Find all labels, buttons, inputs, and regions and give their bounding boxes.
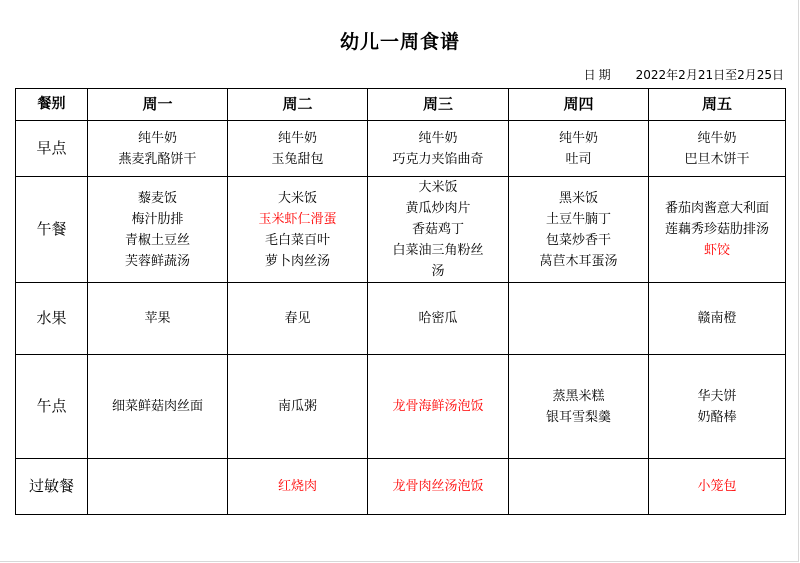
dish-item: 香菇鸡丁 — [411, 222, 464, 237]
cell-afternoon-snack-thu — [509, 355, 649, 459]
row-afternoon-snack — [16, 355, 786, 459]
dish-item: 哈密瓜 — [418, 311, 458, 326]
dish-item: 黄瓜炒肉片 — [405, 201, 471, 216]
header-day-mon: 周一 — [88, 89, 228, 121]
dish-item: 包菜炒香干 — [545, 232, 611, 248]
header-day-thu: 周四 — [509, 89, 649, 121]
cell-lunch-thu — [509, 177, 649, 283]
dish-item: 龙骨肉丝汤泡饭 — [392, 479, 484, 494]
dish-item: 黑米饭 — [558, 190, 598, 206]
dish-item: 小笼包 — [697, 479, 737, 494]
row-breakfast — [16, 121, 786, 177]
cell-allergy-meal-wed — [368, 459, 509, 515]
cell-allergy-meal-tue — [228, 459, 368, 515]
dish-item: 春见 — [284, 311, 311, 326]
page-title: 幼儿一周食谱 — [339, 31, 460, 53]
cell-afternoon-snack-wed — [368, 355, 509, 459]
dish-item: 纯牛奶 — [137, 130, 177, 146]
header-row — [16, 89, 786, 121]
dish-item: 虾饺 — [703, 243, 730, 258]
dish-item: 番茄肉酱意大利面 — [664, 201, 769, 216]
dish-item: 赣南橙 — [697, 311, 737, 326]
header-day-wed: 周三 — [368, 89, 509, 121]
row-label-breakfast: 早点 — [16, 121, 88, 177]
cell-breakfast-wed — [368, 121, 509, 177]
dish-item: 青椒土豆丝 — [124, 232, 190, 248]
dish-item: 银耳雪梨羹 — [545, 409, 611, 425]
menu-body — [16, 121, 786, 515]
cell-breakfast-fri — [649, 121, 786, 177]
header-meal: 餐别 — [16, 89, 88, 121]
dish-item: 纯牛奶 — [277, 130, 317, 146]
dish-item: 毛白菜百叶 — [264, 232, 330, 248]
cell-fruit-fri — [649, 283, 786, 355]
row-allergy-meal — [16, 459, 786, 515]
dish-item: 土豆牛腩丁 — [545, 211, 611, 227]
cell-lunch-tue — [228, 177, 368, 283]
dish-item: 芙蓉鲜蔬汤 — [124, 253, 190, 269]
date-label: 日期 — [583, 68, 614, 82]
cell-afternoon-snack-fri — [649, 355, 786, 459]
date-value: 2022年2月21日至2月25日 — [635, 68, 784, 82]
row-fruit — [16, 283, 786, 355]
dish-item: 燕麦乳酪饼干 — [118, 151, 197, 167]
dish-item: 萝卜肉丝汤 — [264, 253, 330, 269]
cell-breakfast-thu — [509, 121, 649, 177]
row-label-afternoon-snack: 午点 — [16, 355, 88, 459]
dish-item: 纯牛奶 — [558, 130, 598, 146]
dish-item: 巧克力夹馅曲奇 — [392, 151, 484, 167]
dish-item: 白菜油三角粉丝 — [392, 243, 484, 258]
dish-item: 汤 — [431, 264, 445, 279]
date-line — [584, 66, 784, 83]
cell-afternoon-snack-mon — [88, 355, 228, 459]
dish-item: 藜麦饭 — [137, 190, 177, 206]
dish-item: 红烧肉 — [277, 479, 317, 494]
cell-fruit-thu — [509, 283, 649, 355]
cell-breakfast-mon — [88, 121, 228, 177]
row-label-allergy-meal: 过敏餐 — [16, 459, 88, 515]
cell-allergy-meal-mon — [88, 459, 228, 515]
dish-item: 莴苣木耳蛋汤 — [539, 253, 618, 269]
dish-item: 莲藕秀珍菇肋排汤 — [664, 222, 769, 237]
cell-lunch-mon — [88, 177, 228, 283]
dish-item: 细菜鲜菇肉丝面 — [111, 399, 203, 414]
dish-item: 苹果 — [144, 311, 171, 326]
row-label-lunch: 午餐 — [16, 177, 88, 283]
dish-item: 大米饭 — [277, 190, 317, 206]
dish-item: 龙骨海鲜汤泡饭 — [392, 399, 484, 414]
weekly-menu-table — [15, 88, 786, 515]
cell-afternoon-snack-tue — [228, 355, 368, 459]
dish-item: 巴旦木饼干 — [684, 151, 750, 167]
cell-fruit-mon — [88, 283, 228, 355]
cell-breakfast-tue — [228, 121, 368, 177]
cell-lunch-fri — [649, 177, 786, 283]
row-lunch — [16, 177, 786, 283]
dish-item: 玉米虾仁滑蛋 — [258, 211, 337, 227]
dish-item: 纯牛奶 — [418, 130, 458, 146]
header-day-tue: 周二 — [228, 89, 368, 121]
dish-item: 梅汁肋排 — [131, 211, 184, 227]
header-day-fri: 周五 — [649, 89, 786, 121]
dish-item: 大米饭 — [418, 180, 458, 195]
dish-item: 纯牛奶 — [697, 130, 737, 146]
dish-item: 华夫饼 — [697, 388, 737, 404]
cell-fruit-wed — [368, 283, 509, 355]
dish-item: 玉兔甜包 — [271, 151, 324, 167]
dish-item: 南瓜粥 — [277, 399, 317, 414]
cell-allergy-meal-fri — [649, 459, 786, 515]
dish-item: 吐司 — [565, 151, 592, 167]
cell-lunch-wed — [368, 177, 509, 283]
cell-allergy-meal-thu — [509, 459, 649, 515]
dish-item: 奶酪棒 — [697, 409, 737, 425]
dish-item: 蒸黑米糕 — [552, 388, 605, 404]
cell-fruit-tue — [228, 283, 368, 355]
row-label-fruit: 水果 — [16, 283, 88, 355]
